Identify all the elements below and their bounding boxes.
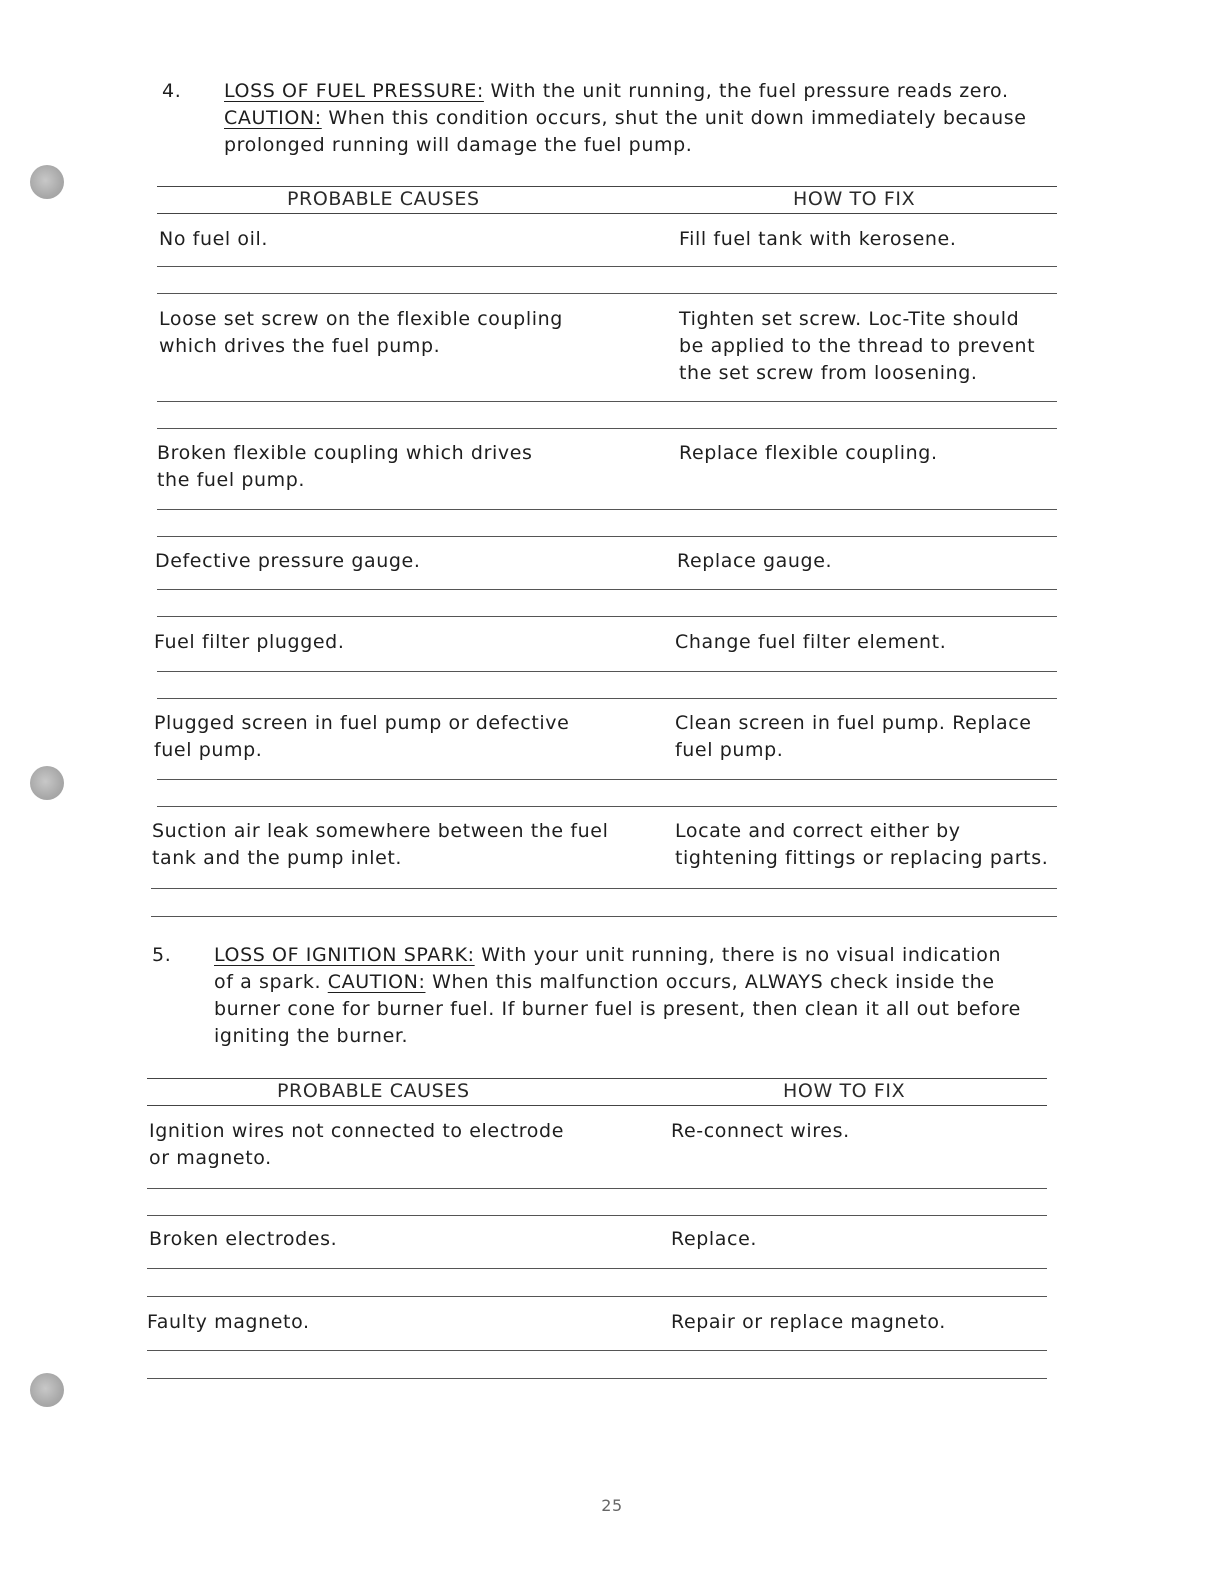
section-5-table-header (147, 1078, 1047, 1106)
section-5-number: 5. (152, 944, 172, 966)
section-5-intro (152, 942, 1072, 1057)
cause-cell: Faulty magneto. (147, 1311, 310, 1333)
row-divider (157, 293, 1057, 294)
section-5-line-4: igniting the burner. (214, 1025, 409, 1047)
section-5-table (147, 1078, 1047, 1383)
section-4-intro (162, 78, 1062, 168)
header-how-to-fix: HOW TO FIX (783, 1080, 906, 1102)
section-5-line-2 (214, 969, 995, 996)
binder-hole-top (30, 165, 64, 199)
cause-cell: Suction air leak somewhere between the fuel tank and the pump inlet. (152, 820, 609, 869)
row-divider (157, 428, 1057, 429)
row-divider (157, 589, 1057, 590)
cause-cell: Loose set screw on the flexible coupling which drives the fuel pump. (159, 308, 563, 357)
fix-cell: Change fuel filter element. (675, 631, 947, 653)
section-4-number: 4. (162, 80, 182, 102)
section-5-line-1 (214, 942, 1001, 969)
row-divider (147, 1268, 1047, 1269)
header-probable-causes: PROBABLE CAUSES (287, 188, 480, 210)
cause-cell: Ignition wires not connected to electrode or magneto. (149, 1120, 564, 1169)
cause-cell: No fuel oil. (159, 228, 269, 250)
row-divider (157, 536, 1057, 537)
cause-cell: Broken electrodes. (149, 1228, 338, 1250)
cause-cell: Broken flexible coupling which drives the fuel pump. (157, 442, 533, 491)
fix-cell: Repair or replace magneto. (671, 1311, 946, 1333)
page-number: 25 (601, 1496, 623, 1515)
fix-cell: Replace gauge. (677, 550, 833, 572)
cause-cell: Plugged screen in fuel pump or defective fuel pump. (154, 712, 570, 761)
row-divider (147, 1188, 1047, 1189)
row-divider (147, 1215, 1047, 1216)
row-divider (151, 916, 1057, 917)
section-4-line-1 (224, 78, 1009, 105)
section-4-table-header (157, 186, 1057, 214)
row-divider (157, 779, 1057, 780)
section-5-text-2a: of a spark. (214, 971, 328, 993)
section-4-text-2: When this condition occurs, shut the unit down immediately because (321, 107, 1027, 129)
binder-hole-bottom (30, 1373, 64, 1407)
fix-cell: Replace flexible coupling. (679, 442, 938, 464)
section-4-line-3: prolonged running will damage the fuel pump. (224, 134, 693, 156)
fix-cell: Clean screen in fuel pump. Replace fuel pump. (675, 712, 1032, 761)
cause-cell: Defective pressure gauge. (155, 550, 421, 572)
row-divider (157, 509, 1057, 510)
header-probable-causes: PROBABLE CAUSES (277, 1080, 470, 1102)
header-how-to-fix: HOW TO FIX (793, 188, 916, 210)
section-5-heading: LOSS OF IGNITION SPARK: (214, 944, 475, 966)
section-5-line-3: burner cone for burner fuel. If burner fuel is present, then clean it all out before (214, 998, 1021, 1020)
row-divider (151, 888, 1057, 889)
row-divider (147, 1350, 1047, 1351)
section-4-text-1: With the unit running, the fuel pressure reads zero. (483, 80, 1009, 102)
fix-cell: Re-connect wires. (671, 1120, 850, 1142)
row-divider (157, 616, 1057, 617)
row-divider (157, 671, 1057, 672)
section-4-line-2 (224, 105, 1027, 132)
section-5-caution-label: CAUTION: (327, 971, 426, 993)
row-divider (157, 806, 1057, 807)
row-divider (147, 1378, 1047, 1379)
row-divider (157, 266, 1057, 267)
cause-cell: Fuel filter plugged. (154, 631, 345, 653)
section-4-table (152, 186, 1057, 921)
fix-cell: Fill fuel tank with kerosene. (679, 228, 957, 250)
section-4-heading: LOSS OF FUEL PRESSURE: (224, 80, 484, 102)
binder-hole-middle (30, 766, 64, 800)
section-4-caution-label: CAUTION: (224, 107, 322, 129)
row-divider (147, 1296, 1047, 1297)
row-divider (157, 698, 1057, 699)
section-5-text-2b: When this malfunction occurs, ALWAYS check inside the (425, 971, 995, 993)
row-divider (157, 401, 1057, 402)
fix-cell: Replace. (671, 1228, 757, 1250)
fix-cell: Tighten set screw. Loc-Tite should be applied to the thread to prevent the set screw from loosening. (679, 308, 1036, 384)
fix-cell: Locate and correct either by tightening fittings or replacing parts. (675, 820, 1049, 869)
section-5-text-1: With your unit running, there is no visual indication (474, 944, 1002, 966)
